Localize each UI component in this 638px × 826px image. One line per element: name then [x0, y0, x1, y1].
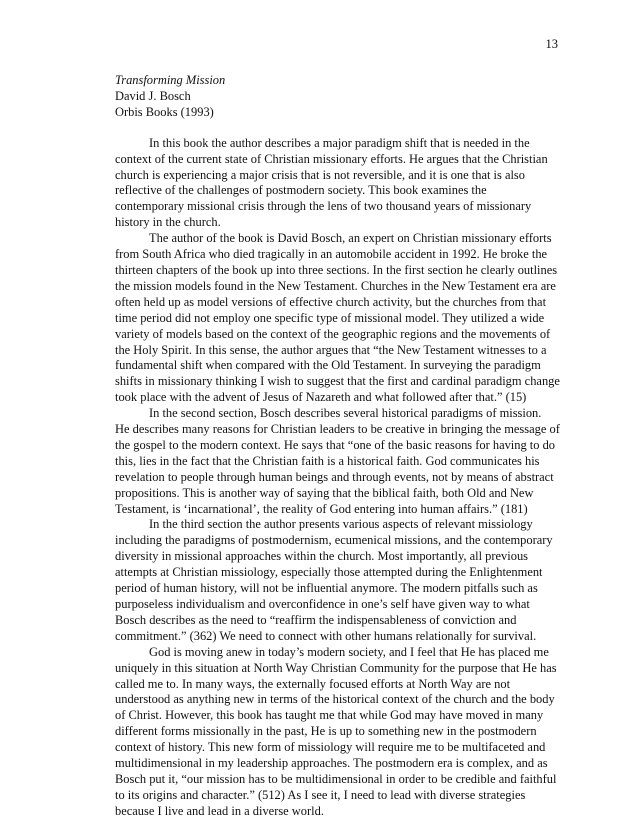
paragraph-line: context of the current state of Christian missionary efforts. He argues that the Christian [115, 151, 548, 166]
book-title: Transforming Mission [115, 73, 226, 87]
paragraph-line: commitment.” (362) We need to connect with other humans relationally for survival. [115, 628, 537, 643]
paragraph-line: often held up as model versions of effective church activity, but the churches from that [115, 294, 547, 309]
paragraph [115, 406, 560, 517]
paragraph-line: history in the church. [115, 215, 221, 230]
paragraph-line: took place with the advent of Jesus of Nazareth and what followed after that.” (15) [115, 390, 527, 405]
paragraph-line: propositions. This is another way of saying that the biblical faith, both Old and New [115, 485, 534, 500]
paragraph-line: from South Africa who died tragically in an automobile accident in 1992. He broke the [115, 247, 548, 262]
paragraph-line: different forms missionally in the past, He is up to something new in the postmodern [115, 724, 537, 739]
page-number: 13 [545, 37, 558, 51]
paragraph-line: called me to. In many ways, the externally focused efforts at North Way are not [115, 676, 511, 691]
paragraph-line: period of human history, will not be influential anymore. The modern pitfalls such as [115, 581, 538, 596]
paragraph [115, 517, 553, 644]
review-text [115, 135, 560, 820]
paragraph-line: church is experiencing a major crisis that is not reversible, and it is one that is also [115, 167, 525, 182]
paragraph-line: Bosch describes as the need to “reaffirm the indispensableness of conviction and [115, 612, 517, 627]
paragraph-line: In the second section, Bosch describes several historical paradigms of mission. [149, 406, 542, 421]
paragraph-line: this, lies in the fact that the Christian faith is a historical faith. God communicates his [115, 453, 540, 468]
book-author: David J. Bosch [115, 88, 191, 103]
paragraph-line: multidimensional in my leadership approaches. The postmodern era is complex, and as [115, 756, 548, 771]
paragraph-line: reflective of the challenges of postmodern society. This book examines the [115, 183, 487, 198]
paragraph-line: uniquely in this situation at North Way Christian Community for the purpose that He has [115, 660, 557, 675]
paragraph-line: the mission models found in the New Testament. Churches in the New Testament era are [115, 278, 556, 293]
paragraph-line: In this book the author describes a major paradigm shift that is needed in the [149, 135, 530, 150]
paragraph-line: Bosch put it, “our mission has to be multidimensional in order to be credible and faithful [115, 771, 557, 786]
paragraph-line: Testament, is ‘incarnational’, the reality of God entering into human affairs.” (181) [115, 501, 528, 516]
paragraph-line: He describes many reasons for Christian leaders to be creative in bringing the message of [115, 422, 560, 437]
book-header [115, 73, 535, 121]
paragraph-line: understood as anything new in terms of the historical context of the church and the body [115, 692, 555, 707]
paragraph-line: the gospel to the modern context. He says that “one of the basic reasons for having to do [115, 437, 556, 452]
paragraph-line: the Holy Spirit. In this sense, the author argues that “the New Testament witnesses to a [115, 342, 547, 357]
paragraph-line: shifts in missionary thinking I wish to suggest that the first and cardinal paradigm change [115, 374, 560, 389]
paragraph-line: revelation to people through human beings and through events, not by means of abstract [115, 469, 554, 484]
header-spacer [115, 121, 535, 136]
paragraph-line: contemporary missional crisis through the lens of two thousand years of missionary [115, 199, 532, 214]
paragraph-line: God is moving anew in today’s modern society, and I feel that He has placed me [149, 644, 549, 659]
paragraph [115, 135, 548, 231]
paragraph-line: thirteen chapters of the book up into three sections. In the first section he clearly outlines [115, 262, 558, 277]
paragraph-line: to its origins and character.” (512) As I see it, I need to lead with diverse strategies [115, 787, 526, 802]
paragraph-line: attempts at Christian missiology, especially those attempted during the Enlightenment [115, 565, 543, 580]
document-body [115, 73, 560, 820]
paragraph-line: The author of the book is David Bosch, an expert on Christian missionary efforts [149, 231, 552, 246]
paragraph-line: purposeless individualism and overconfidence in one’s self have given way to what [115, 597, 530, 611]
paragraph-line: context of history. This new form of missiology will require me to be multifaceted and [115, 740, 546, 755]
paragraph-line: of Christ. However, this book has taught me that while God may have moved in many [115, 708, 544, 723]
paragraph-line: fundamental shift when compared with the Old Testament. In surveying the paradigm [115, 358, 541, 373]
paragraph-line: In the third section the author presents various aspects of relevant missiology [149, 517, 533, 532]
paragraph [115, 231, 560, 406]
paragraph [115, 644, 557, 820]
paragraph-line: because I live and lead in a diverse world. [115, 803, 324, 818]
paragraph-line: variety of models based on the context of the geographic regions and the movements of [115, 326, 551, 341]
paragraph-line: including the paradigms of postmodernism, ecumenical missions, and the contemporary [115, 533, 553, 548]
paragraph-line: time period did not employ one specific type of missional model. They utilized a wide [115, 310, 545, 325]
book-publisher: Orbis Books (1993) [115, 104, 214, 119]
paragraph-line: diversity in missional approaches within the church. Most importantly, all previous [115, 549, 529, 564]
